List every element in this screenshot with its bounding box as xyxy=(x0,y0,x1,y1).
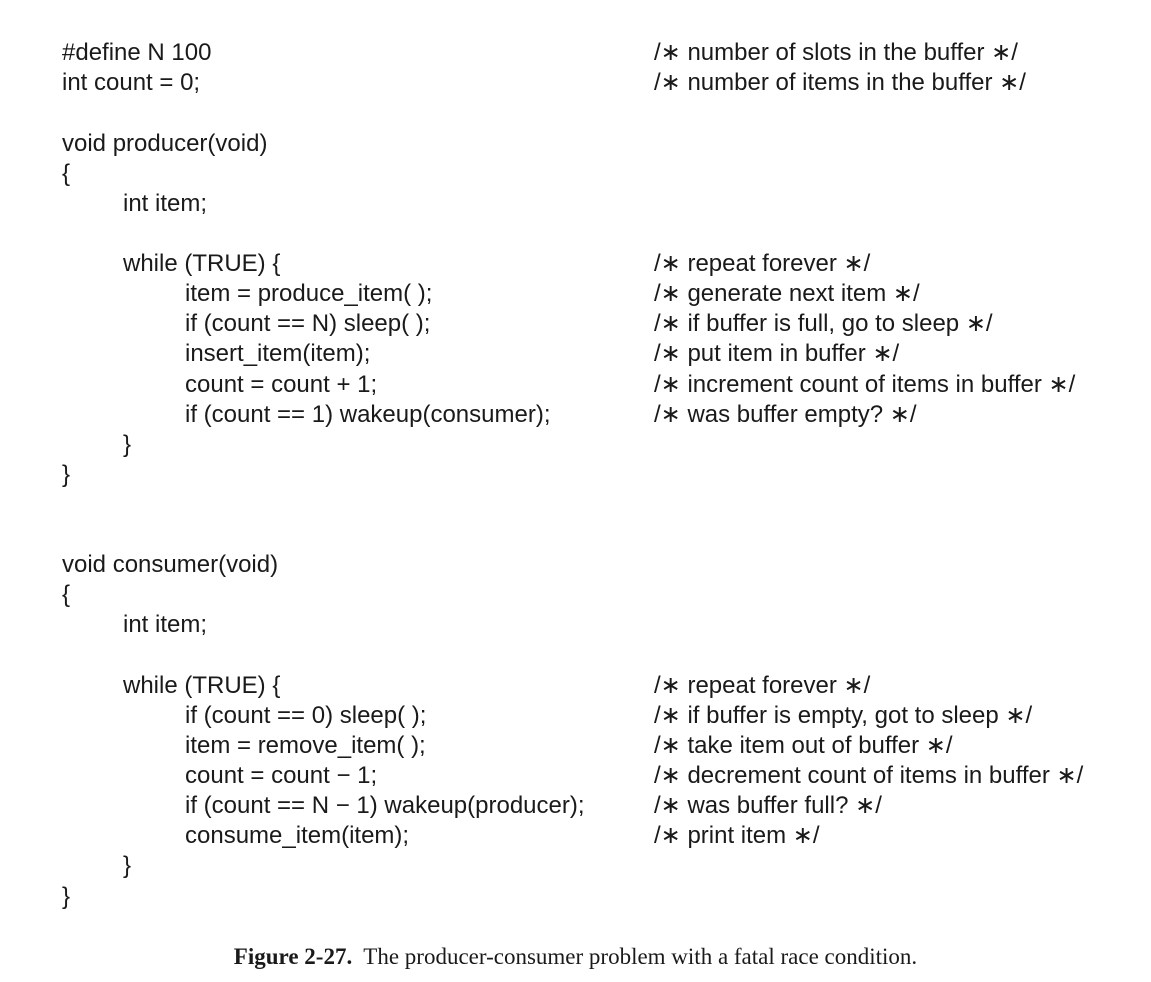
consumer-while-line: while (TRUE) { xyxy=(123,672,281,699)
producer-comment: /∗ increment count of items in buffer ∗/ xyxy=(654,371,1076,398)
producer-body-line: if (count == 1) wakeup(consumer); xyxy=(185,401,551,428)
consumer-item-declaration: int item; xyxy=(123,611,208,638)
consumer-body-line: count = count − 1; xyxy=(185,762,378,789)
consumer-comment: /∗ was buffer full? ∗/ xyxy=(654,792,882,819)
producer-body-line: if (count == N) sleep( ); xyxy=(185,310,431,337)
figure-label: Figure 2-27. xyxy=(233,944,353,969)
producer-comment: /∗ repeat forever ∗/ xyxy=(654,250,871,277)
producer-comment: /∗ put item in buffer ∗/ xyxy=(654,340,900,367)
count-comment: /∗ number of items in the buffer ∗/ xyxy=(654,69,1026,96)
consumer-comment: /∗ decrement count of items in buffer ∗/ xyxy=(654,762,1084,789)
consumer-body-line: item = remove_item( ); xyxy=(185,732,426,759)
consumer-comment: /∗ if buffer is empty, got to sleep ∗/ xyxy=(654,702,1033,729)
consumer-open-brace: { xyxy=(62,581,71,608)
producer-open-brace: { xyxy=(62,160,71,187)
producer-comment: /∗ if buffer is full, go to sleep ∗/ xyxy=(654,310,993,337)
producer-comment: /∗ generate next item ∗/ xyxy=(654,280,920,307)
consumer-comment: /∗ repeat forever ∗/ xyxy=(654,672,871,699)
consumer-close-brace: } xyxy=(62,883,71,910)
consumer-body-line: if (count == 0) sleep( ); xyxy=(185,702,427,729)
producer-item-declaration: int item; xyxy=(123,190,208,217)
consumer-signature: void consumer(void) xyxy=(62,551,279,578)
consumer-comment: /∗ take item out of buffer ∗/ xyxy=(654,732,953,759)
producer-close-brace: } xyxy=(62,461,71,488)
producer-comment: /∗ was buffer empty? ∗/ xyxy=(654,401,917,428)
consumer-comment: /∗ print item ∗/ xyxy=(654,822,820,849)
consumer-body-line: if (count == N − 1) wakeup(producer); xyxy=(185,792,585,819)
producer-while-line: while (TRUE) { xyxy=(123,250,281,277)
figure-caption-text: The producer-consumer problem with a fatal race condition. xyxy=(363,944,918,969)
define-comment: /∗ number of slots in the buffer ∗/ xyxy=(654,39,1018,66)
consumer-while-close: } xyxy=(123,852,132,879)
producer-body-line: count = count + 1; xyxy=(185,371,378,398)
consumer-body-line: consume_item(item); xyxy=(185,822,410,849)
figure-caption xyxy=(0,942,1151,972)
producer-body-line: item = produce_item( ); xyxy=(185,280,433,307)
producer-signature: void producer(void) xyxy=(62,130,268,157)
define-line: #define N 100 xyxy=(62,39,212,66)
count-declaration: int count = 0; xyxy=(62,69,201,96)
producer-body-line: insert_item(item); xyxy=(185,340,371,367)
producer-while-close: } xyxy=(123,431,132,458)
